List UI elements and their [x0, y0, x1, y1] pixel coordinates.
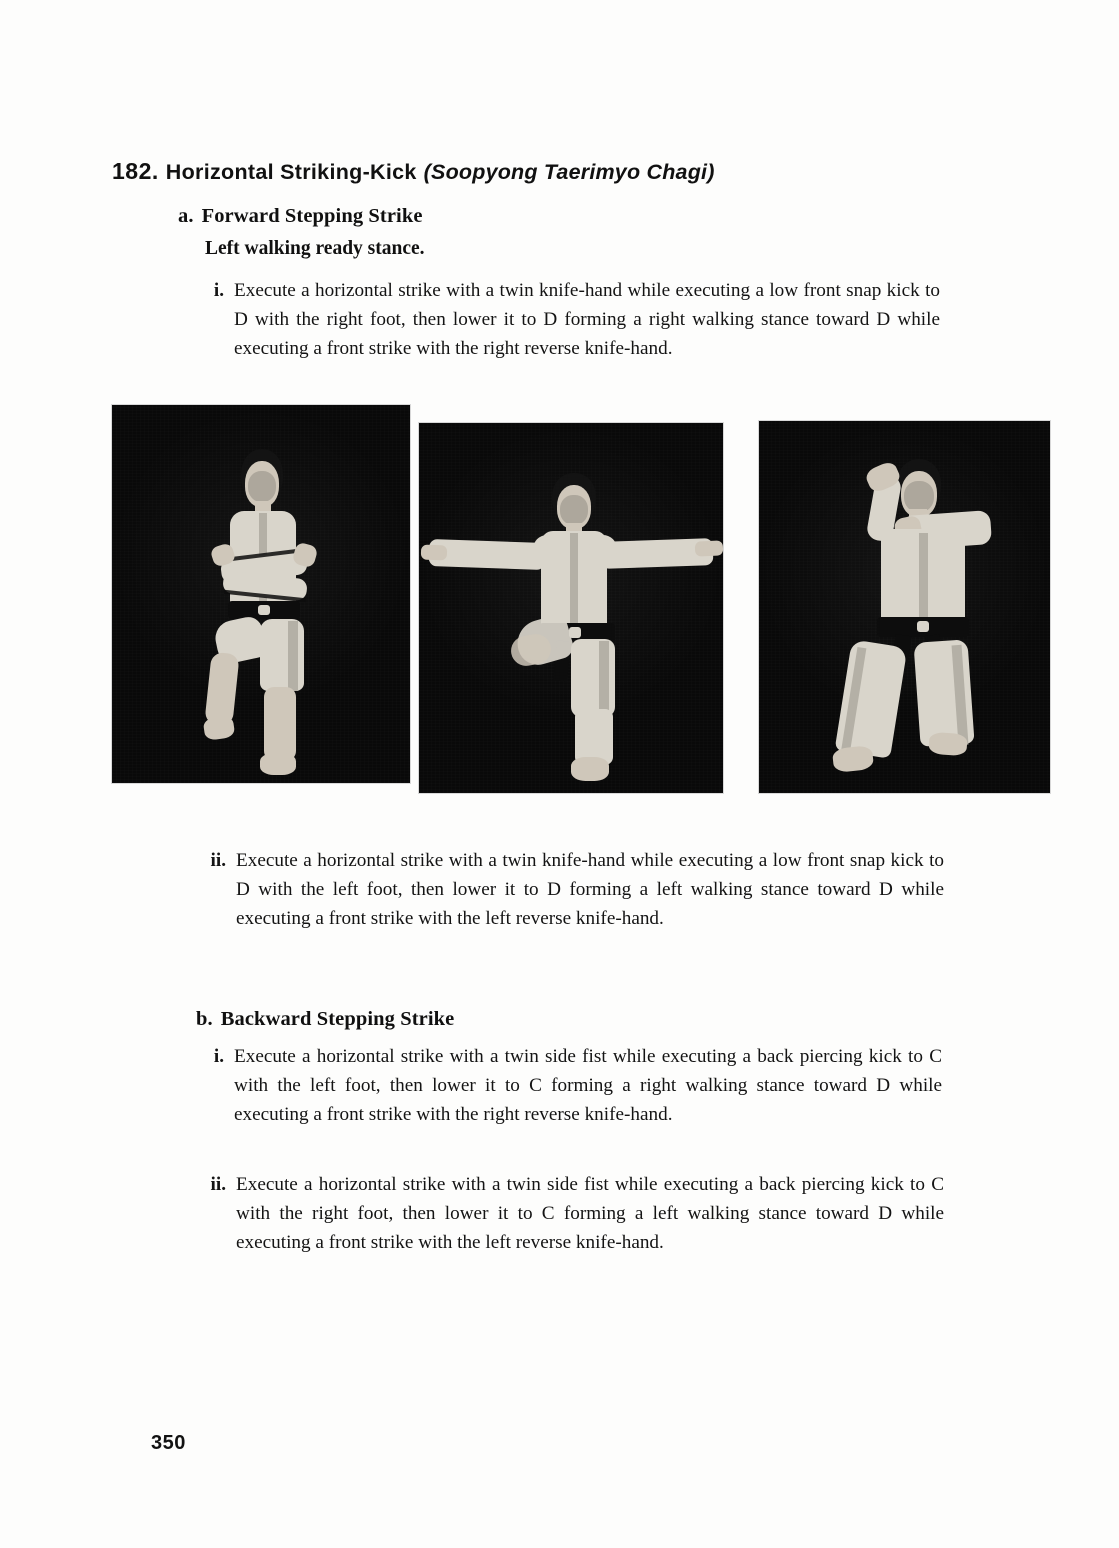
instruction-b-i — [198, 1042, 942, 1130]
instruction-numeral: ii. — [210, 850, 226, 871]
subsection-title-b: Backward Stepping Strike — [220, 1008, 455, 1030]
subsection-marker-a: a. — [178, 205, 194, 227]
instruction-text: Execute a horizontal strike with a twin knife-hand while executing a low front snap kick to D with the left foot, then lower it to D forming a left walking stance toward D while executing a front strike with the left reverse knife-hand. — [236, 850, 944, 930]
instruction-a-i — [198, 276, 940, 364]
photo-reverse-knife-hand-front-strike — [759, 421, 1050, 793]
ready-stance-note: Left walking ready stance. — [205, 238, 425, 259]
instruction-text: Execute a horizontal strike with a twin side fist while executing a back piercing kick to C with the right foot, then lower it to C forming a left walking stance toward D while executing a front strike with the left reverse knife-hand. — [236, 1174, 944, 1254]
instruction-a-ii — [196, 846, 944, 934]
subsection-marker-b: b. — [196, 1008, 213, 1030]
instruction-text: Execute a horizontal strike with a twin side fist while executing a back piercing kick to C with the left foot, then lower it to C forming a right walking stance toward D while executing a front strike with the right reverse knife-hand. — [234, 1046, 942, 1126]
instruction-numeral: i. — [213, 280, 224, 301]
photo-horizontal-strike-arms-extended — [419, 423, 723, 793]
instruction-numeral: i. — [213, 1046, 224, 1067]
section-number: 182. — [112, 158, 159, 184]
instruction-text: Execute a horizontal strike with a twin knife-hand while executing a low front snap kick to D with the right foot, then lower it to D forming a right walking stance toward D while executing a front strike with the right reverse knife-hand. — [234, 280, 940, 360]
section-romanized-name: (Soopyong Taerimyo Chagi) — [423, 160, 715, 184]
photo-twin-knife-hand-strike-with-knee-raised — [112, 405, 410, 783]
subsection-title-a: Forward Stepping Strike — [201, 205, 423, 227]
subsection-heading-a — [178, 205, 423, 228]
section-heading — [112, 158, 1012, 185]
subsection-heading-b — [196, 1008, 454, 1031]
section-title: Horizontal Striking-Kick — [165, 160, 417, 184]
page-number: 350 — [151, 1432, 186, 1454]
instruction-b-ii — [196, 1170, 944, 1258]
instruction-numeral: ii. — [210, 1174, 226, 1195]
